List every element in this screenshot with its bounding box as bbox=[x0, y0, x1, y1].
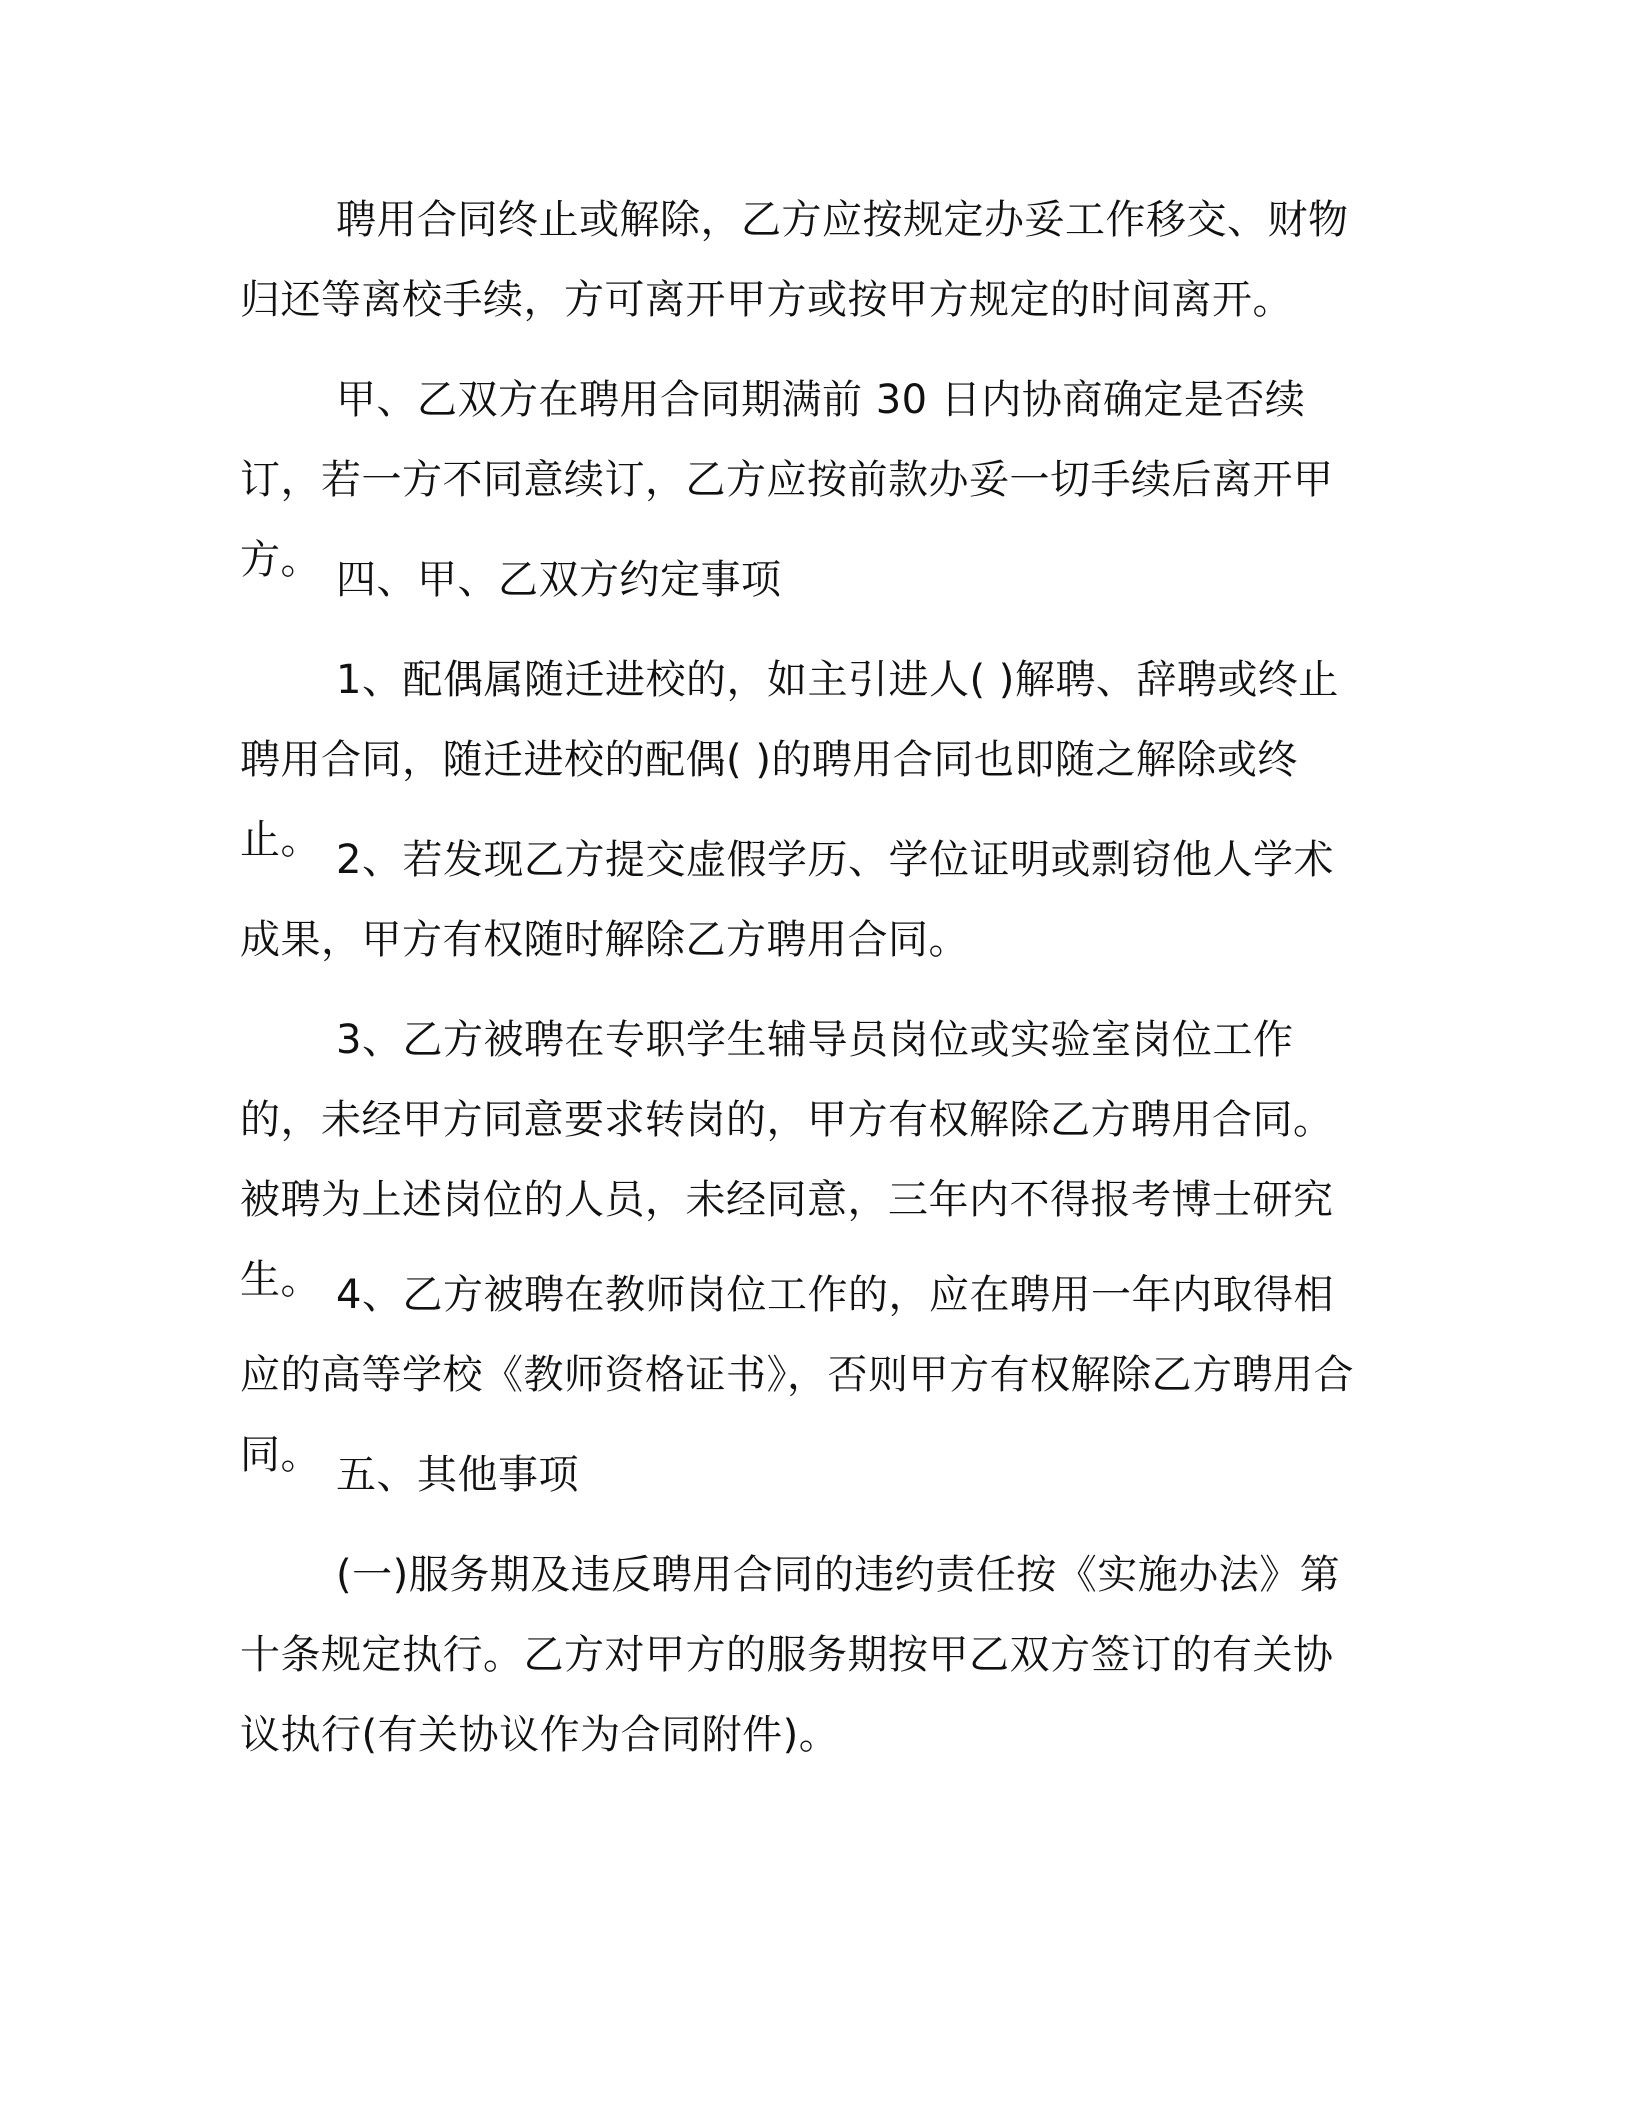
clause-counselor-lab-positions: 3、乙方被聘在专职学生辅导员岗位或实验室岗位工作的，未经甲方同意要求转岗的，甲方有权解除乙方聘用合同。被聘为上述岗位的人员，未经同意，三年内不得报考博士研究生。 bbox=[240, 1017, 1334, 1303]
clause-teacher-certificate: 4、乙方被聘在教师岗位工作的，应在聘用一年内取得相应的高等学校《教师资格证书》，否则甲方有权解除乙方聘用合同。 bbox=[240, 1272, 1354, 1478]
paragraph-handover-procedures: 聘用合同终止或解除，乙方应按规定办妥工作移交、财物归还等离校手续，方可离开甲方或按甲方规定的时间离开。 bbox=[240, 197, 1349, 323]
clause-service-period: (一)服务期及违反聘用合同的违约责任按《实施办法》第十条规定执行。乙方对甲方的服务期按甲乙双方签订的有关协议执行(有关协议作为合同附件)。 bbox=[240, 1552, 1341, 1758]
section-heading-other-matters: 五、其他事项 bbox=[336, 1452, 579, 1498]
section-heading-agreed-matters: 四、甲、乙双方约定事项 bbox=[336, 557, 782, 603]
clause-spouse-relocation: 1、配偶属随迁进校的，如主引进人( )解聘、辞聘或终止聘用合同，随迁进校的配偶( )的聘用合同也即随之解除或终止。 bbox=[240, 657, 1339, 863]
paragraph-contract-renewal: 甲、乙双方在聘用合同期满前 30 日内协商确定是否续订，若一方不同意续订，乙方应按前款办妥一切手续后离开甲方。 bbox=[240, 377, 1334, 583]
clause-false-credentials: 2、若发现乙方提交虚假学历、学位证明或剽窃他人学术成果，甲方有权随时解除乙方聘用合同。 bbox=[240, 837, 1334, 963]
